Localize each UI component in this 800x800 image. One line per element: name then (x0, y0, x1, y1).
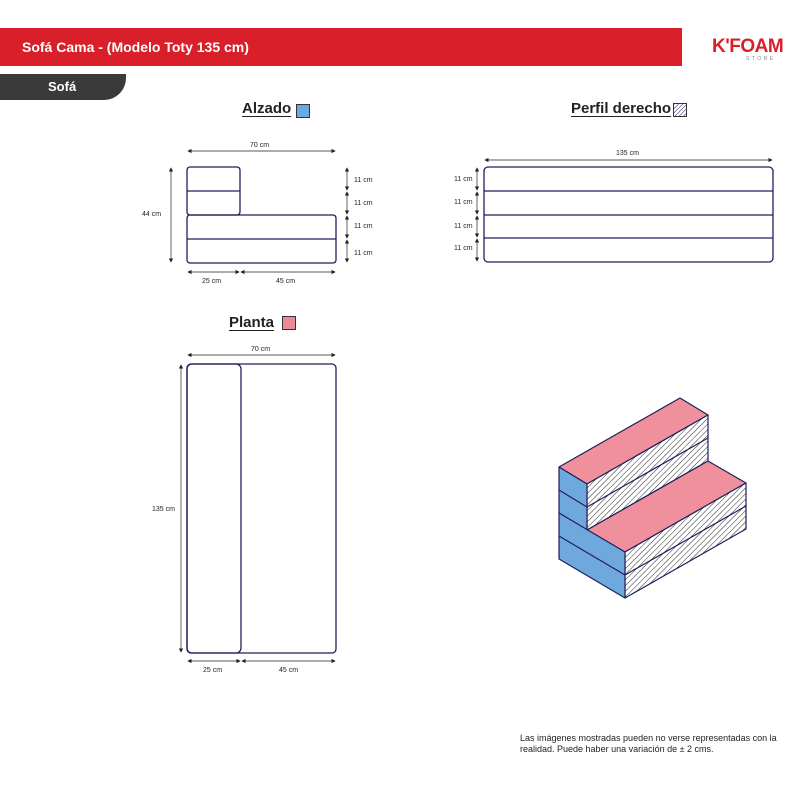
perfil-drawing (484, 167, 773, 262)
alzado-label: Alzado (242, 100, 292, 117)
alzado-drawing (187, 167, 336, 263)
page-subtitle: Sofá (48, 79, 77, 94)
planta-drawing (187, 364, 336, 653)
planta-dimensions (181, 355, 335, 661)
alzado-seat-label: 45 cm (276, 278, 296, 285)
perfil-label: Perfil derecho (571, 100, 672, 117)
alzado-dimensions (171, 151, 347, 272)
alzado-back-label: 25 cm (202, 278, 222, 285)
alzado-layer2-label: 11 cm (354, 200, 373, 207)
page-title: Sofá Cama - (Modelo Toty 135 cm) (22, 39, 249, 55)
alzado-width-label: 70 cm (250, 142, 270, 149)
planta-width-label: 70 cm (251, 346, 271, 353)
perfil-layer2-label: 11 cm (454, 199, 473, 206)
planta-backrest (187, 364, 241, 653)
perfil-dimensions (477, 160, 772, 261)
perfil-layer1-label: 11 cm (454, 176, 473, 183)
planta-label: Planta (229, 314, 275, 331)
planta-length-label: 135 cm (152, 506, 175, 513)
logo-text: K'FOAM (712, 36, 784, 57)
isometric-sofa (559, 398, 746, 598)
disclaimer-text: Las imágenes mostradas pueden no verse representadas con la realidad. Puede haber una variación de ± 2 cms. (520, 733, 777, 754)
perfil-layer4-label: 11 cm (454, 245, 473, 252)
alzado-layer3-label: 11 cm (354, 223, 373, 230)
alzado-layer4-label: 11 cm (354, 250, 373, 257)
planta-seat-label: 45 cm (279, 667, 299, 674)
planta-back-label: 25 cm (203, 667, 223, 674)
perfil-layer3-label: 11 cm (454, 223, 473, 230)
alzado-height-label: 44 cm (142, 211, 162, 218)
perfil-length-label: 135 cm (616, 150, 639, 157)
logo-subtext: STORE (746, 56, 776, 62)
alzado-layer1-label: 11 cm (354, 177, 373, 184)
